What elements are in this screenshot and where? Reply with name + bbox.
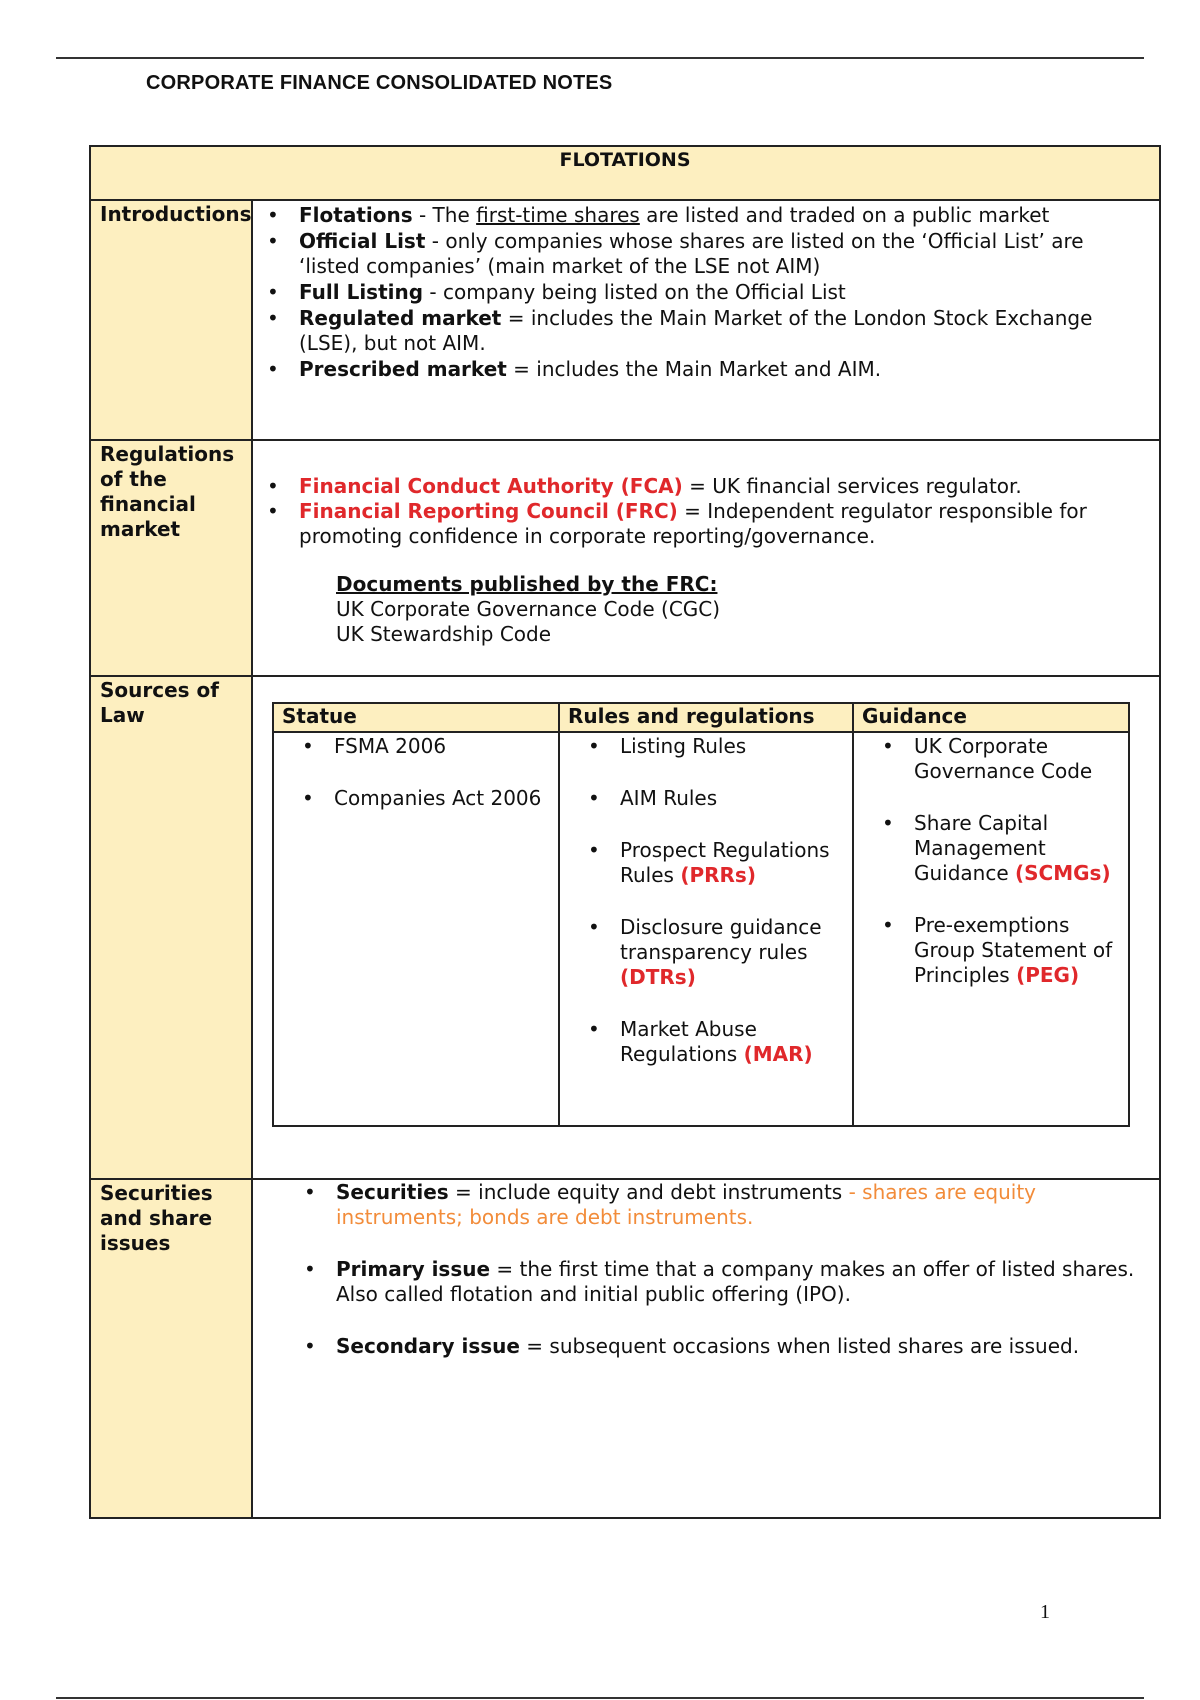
list-item: • Securities = include equity and debt instruments - shares are equity instruments; bonds are debt instruments.: [336, 1180, 1151, 1230]
list-item: • Regulated market = includes the Main Market of the London Stock Exchange (LSE), but not AIM.: [299, 306, 1149, 356]
list-item: • Prospect Regulations Rules (PRRs): [620, 838, 846, 888]
list-item: • Listing Rules: [620, 734, 846, 759]
list-item: • Financial Conduct Authority (FCA) = UK financial services regulator.: [299, 474, 1149, 499]
frc-document: UK Corporate Governance Code (CGC): [336, 597, 721, 621]
introductions-content: [252, 200, 1160, 440]
securities-content: [252, 1179, 1160, 1518]
guidance-cell: [853, 732, 1129, 1126]
list-item: • Primary issue = the first time that a company makes an offer of listed shares. Also called flotation and initial public offering (IPO).: [336, 1257, 1151, 1307]
document-title: CORPORATE FINANCE CONSOLIDATED NOTES: [146, 72, 613, 94]
sources-table: [272, 702, 1130, 1127]
regulations-label: Regulations of the financial market: [100, 442, 235, 541]
row-label-sources: [90, 676, 252, 1179]
introductions-label: Introductions: [100, 202, 252, 226]
frc-document: UK Stewardship Code: [336, 622, 552, 646]
list-item: • Market Abuse Regulations (MAR): [620, 1017, 846, 1067]
sources-content: [252, 676, 1160, 1179]
bottom-rule: [56, 1697, 1144, 1699]
list-item: • Share Capital Management Guidance (SCMGs): [914, 811, 1122, 886]
table-heading: FLOTATIONS: [90, 146, 1160, 200]
list-item: • Financial Reporting Council (FRC) = Independent regulator responsible for promoting confidence in corporate reporting/governance.: [299, 499, 1149, 549]
flotations-table: [89, 145, 1161, 1519]
list-item: • Flotations - The first-time shares are listed and traded on a public market: [299, 203, 1149, 228]
list-item: • Full Listing - company being listed on the Official List: [299, 280, 1149, 305]
frc-documents-heading: Documents published by the FRC:: [336, 572, 718, 596]
securities-label: Securities and share issues: [100, 1181, 213, 1255]
row-label-securities: [90, 1179, 252, 1518]
list-item: • UK Corporate Governance Code: [914, 734, 1122, 784]
list-item: • Secondary issue = subsequent occasions when listed shares are issued.: [336, 1334, 1151, 1359]
list-item: • Prescribed market = includes the Main Market and AIM.: [299, 357, 1149, 382]
regulations-content: [252, 440, 1160, 676]
list-item: • Companies Act 2006: [334, 786, 552, 811]
row-label-introductions: [90, 200, 252, 440]
sources-label: Sources of Law: [100, 678, 219, 727]
list-item: • FSMA 2006: [334, 734, 552, 759]
list-item: • Official List - only companies whose shares are listed on the ‘Official List’ are ‘listed companies’ (main market of the LSE not AIM): [299, 229, 1149, 279]
top-rule: [56, 57, 1144, 59]
frc-documents: [336, 572, 1159, 647]
column-header-statute: Statue: [273, 703, 559, 732]
statute-cell: [273, 732, 559, 1126]
rules-cell: [559, 732, 853, 1126]
list-item: • Disclosure guidance transparency rules (DTRs): [620, 915, 846, 990]
page-number: 1: [1040, 1601, 1050, 1623]
list-item: • Pre-exemptions Group Statement of Principles (PEG): [914, 913, 1122, 988]
column-header-guidance: Guidance: [853, 703, 1129, 732]
list-item: • AIM Rules: [620, 786, 846, 811]
column-header-rules: Rules and regulations: [559, 703, 853, 732]
row-label-regulations: [90, 440, 252, 676]
